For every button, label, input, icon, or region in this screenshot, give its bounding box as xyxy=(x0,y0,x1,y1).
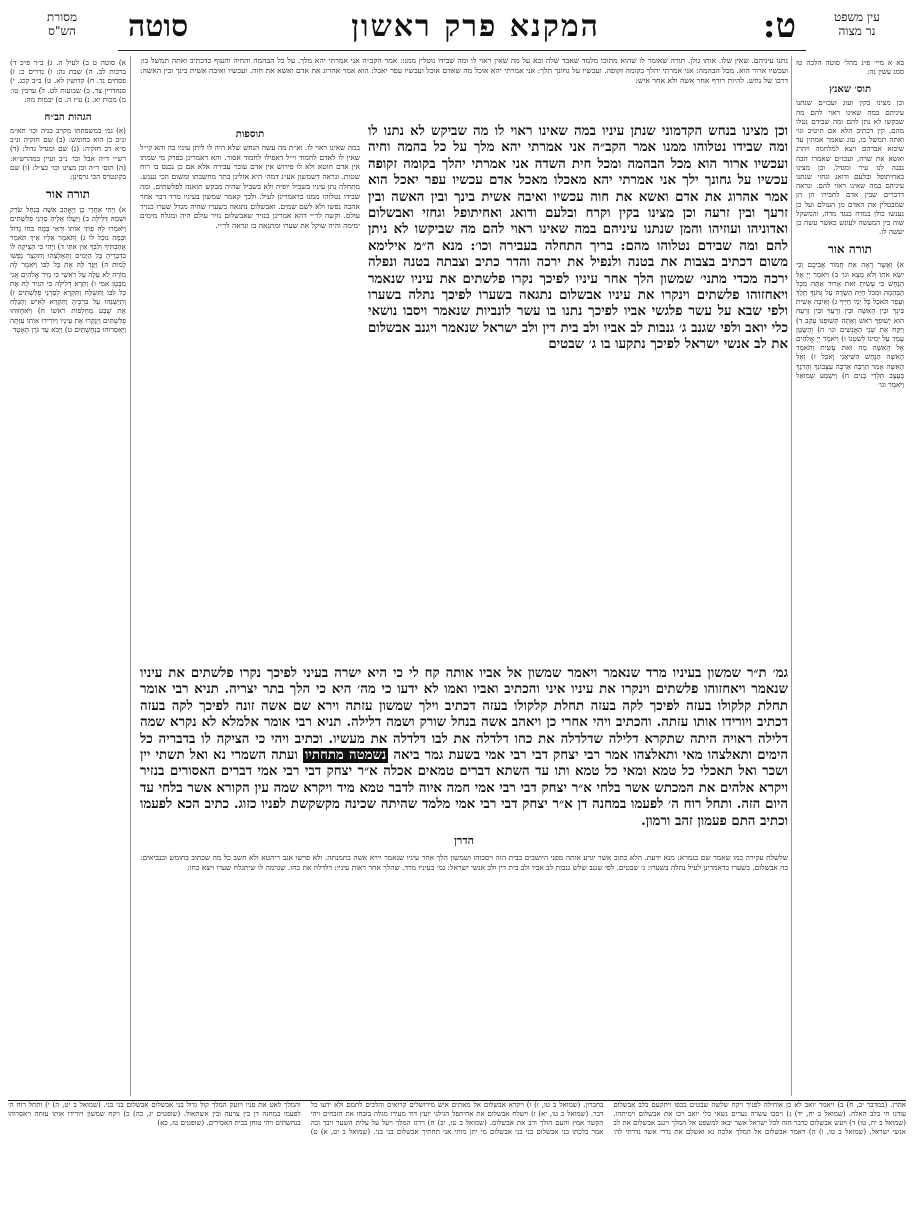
gemara-label: גמ׳ xyxy=(772,666,788,681)
tractate-title: סוטה xyxy=(128,8,189,44)
running-head xyxy=(8,4,906,56)
bottom-commentary: שלשלת עקירה כמו שאמר שם בגמרא: מנא ידעת. הלא כתוב אשר יגרע אותה מפני היושבים בבית הזה ויסבוהו ושמשון הלך אחר עיניו שנאמר וירא אשה בתמנתה. ולא פרשו אגב ריהטא ולא חשב כל מה שכתוב בחומש ובנביאים: בה אבשלום. בשערו כדאמרינן לעיל נתלה בשערו: ג׳ שבטים. לפי שגנב שלש גנבות לב אביו ולב בית דין ולב אנשי ישראל: גמ׳ בעיניו מרד. שהלך אחר ראות עיניו: דלדלה את כחו. שגרמה לו שיתגלח שערו ויצא כחו: xyxy=(140,853,788,872)
mishna-label: מתני׳ xyxy=(700,271,727,287)
torah-or-left-title: תורה אור xyxy=(45,187,91,202)
gemara-end-text: ועתה השמרי נא ואל תשתי יין ושכר ואל תאכלי כל טמא ומאי כל טמא ותו עד השתא דברים טמאים אכלה א״ר יצחק דבי רבי אמי דברים האסורים בנזיר ויקרא אלהים את המכתש אשר בלחי א״ר יצחק דבי רבי אמי חמה איוה לדבר טמא מיד ויקרא שמה עין הקורא אשר בלחי עד היום הזה. ותחל רוח ה׳ לפעמו במחנה דן א״ר יצחק דבי רבי אמי מלמד שהיתה שכינה מקשקשת לפניו כזוג. כתיב הכא לפעמו וכתיב התם פעמון זהב ורמון. xyxy=(140,748,788,829)
header-divider xyxy=(118,50,806,51)
right-margin-column xyxy=(791,56,908,1096)
hagahot-habach-text: (א) גמ׳ במשפחתו מקרב בניה וכו׳ תא״מ ונ״ב כן הוא בחומש: (ב) שם חזקיה ונ״ב ס״א רב חזקיה: (ג) שם ומגדל גדול: (ד) רש״י ד״ה אבל וכו׳ נ״ב ועיין במהרש״א: (ה) תוס׳ ד״ה וכן מצינו וכו׳ כצ״ל: (ו) שם בקונטרס הכי גרסינן: xyxy=(10,126,126,182)
tosafot-shantz-text: וכן מצינו בקין ועוג ועכו״ם שנתנו עיניהם במה שאינו ראוי להם מה שבקשו לא נתן להם ומה שבידם נטלו מהם. קין דכתיב הלא אם תיטיב וגו׳ ואתה תמשל בו, עוג שאמר אמתין עד שיבוא אברהם ויצא למלחמה ויהרג ואשא את שרה, ועכו״ם שאמרו הבה נבנה לנו עיר ומגדל. וכן מצינו באחיתופל ובלעם ודואג וגחזי שנתנו עיניהם במה שאינו ראוי להם. ונראה דדברים שבין אדם לחבירו הן הן שמבטלין את האדם מן העולם ועל כן נענשו כולן במדה כנגד מדה, והמשקל שוה בין המעשה לעונש כאשר עשה כן יעשה לו. xyxy=(796,98,904,237)
gemara-continuation xyxy=(140,666,788,830)
gemara-continuation-text: ת״ר שמשון בעיניו מרד שנאמר ויאמר שמשון אל אביו אותה קח לי כי היא ישרה בעיני לפיכך נקרו פלשתים את עיניו שנאמר ויאחזוהו פלשתים וינקרו את עיניו איני והכתיב ואביו ואמו לא ידעו כי מה׳ היא כי הלך בתר יצריה. תניא רבי אומר תחלת קלקולו בעזה לפיכך לקה בעזה תחלת קלקולו בעזה דכתיב וילך שמשון עזתה וירא שם אשה זונה לפיכך לקה בעזה דכתיב ויורידו אותו עזתה. והכתיב ויהי אחרי כן ויאהב אשה בנחל שורק ושמה דלילה. תניא רבי אומר אלמלא לא נקרא שמה דלילה ראויה היתה שתקרא דלילה שדלדלה את כחו דלדלה את לבו דלדלה את מעשיו. וכתיב ויהי כי הציקה לו בדבריה כל הימים ותאלצהו מאי ותאלצהו אמר רבי יצחק דבי רבי אמי בשעת גמר ביאה xyxy=(140,666,788,764)
chapter-title: המקנא פרק ראשון xyxy=(351,8,600,44)
ein-mishpat-label: עין משפט נר מצוה xyxy=(834,10,880,38)
ein-mishpat-text: בא א מיי׳ פ״ג מהל׳ סוטה הלכה טז סמג עשין נה: xyxy=(796,58,904,77)
torah-or-left-text: א) וַיְהִי אַחֲרֵי כֵן וַיֶּאֱהַב אִשָּׁה בְּנַחַל שֹׂרֵק וּשְׁמָהּ דְּלִילָה ב) וַיַּעֲלוּ אֵלֶיהָ סַרְנֵי פְלִשְׁתִּים וַיֹּאמְרוּ לָהּ פַּתִּי אוֹתוֹ וּרְאִי בַּמֶּה כֹּחוֹ גָדוֹל וּבַמֶּה נוּכַל לוֹ ג) וַתֹּאמֶר אֵלָיו אֵיךְ תֹּאמַר אֲהַבְתִּיךְ וְלִבְּךָ אֵין אִתִּי ד) וַיְהִי כִּי הֵצִיקָה לּוֹ בִדְבָרֶיהָ כָּל הַיָּמִים וַתְּאַלְצֵהוּ וַתִּקְצַר נַפְשׁוֹ לָמוּת ה) וַיַּגֶּד לָהּ אֶת כָּל לִבּוֹ וַיֹּאמֶר לָהּ מוֹרָה לֹא עָלָה עַל רֹאשִׁי כִּי נְזִיר אֱלֹהִים אֲנִי מִבֶּטֶן אִמִּי ו) וַתֵּרֶא דְלִילָה כִּי הִגִּיד לָהּ אֶת כָּל לִבּוֹ וַתִּשְׁלַח וַתִּקְרָא לְסַרְנֵי פְלִשְׁתִּים ז) וַתְּיַשְּׁנֵהוּ עַל בִּרְכֶּיהָ וַתִּקְרָא לָאִישׁ וַתְּגַלַּח אֶת שֶׁבַע מַחְלְפוֹת רֹאשׁוֹ ח) וַיֹּאחֲזוּהוּ פְלִשְׁתִּים וַיְנַקְּרוּ אֶת עֵינָיו וַיּוֹרִידוּ אוֹתוֹ עַזָּתָה וַיַּאַסְרוּהוּ בַּנְחֻשְׁתַּיִם ט) וַיָּבֹא עַד גֹּרֶן הָאָטָד xyxy=(10,205,126,334)
main-text-column xyxy=(140,56,788,1096)
tosafot-text: במה שאינו ראוי לו. וא״ת מה עשה הנחש שלא היה לו ליתן עיניו בה והא קי״ל שאין לו לאדם לחמוד וי״ל דאפילו לחמוד אסור. והא דאמרינן בפרק מי שמתו אין אדם חוטא ולא לו פירוש אין אדם עובר עבירה אלא אם כן נכנס בו רוח שטות. ונראה דשמשון אע״ג דמה׳ היא אזלינן בתר מחשבתו ומשום הכי נענש. מתחלה נתן עיניו בשביל יופיה ולא בשביל שהיה מבקש תואנה לפלשתים. ומה שבידו נטלוהו ממנו כדאמרינן לעיל. ולכך קאמר שמשון בעיניו מרד דבר אחר אהבה נפשו ולא לשם שמים. ואבשלום נתגאה בשערו שהיה מגדל שערו כנזיר עולם. וקשה לר״י דהא אמרינן בנזיר שאבשלום נזיר עולם היה ומגלח מימים ימימה והיה שוקל את שערו ומתגאה בו ונראה לר״י. xyxy=(140,142,360,231)
daf-number: ט: xyxy=(762,6,796,46)
gemara-opening: וכן מצינו בנחש הקדמוני שנתן עיניו במה שאינו ראוי לו מה שביקש לא נתנו לו ומה שבידו נטלוהו ממנו אמר הקב״ה אני אמרתי יהא מלך על כל בהמה וחיה ועכשיו ארור הוא מכל הבהמה ומכל חית השדה אני אמרתי יהלך בקומה זקופה עכשיו על גחונך ילך אני אמרתי יהא מאכלו מאכל אדם עכשיו עפר יאכל הוא אמר אהרוג את אדם ואשא את חוה עכשיו ואיבה אשית בינך ובין האשה ובין זרעך ובין זרעה וכן מצינו בקין וקרח ובלעם ודואג ואחיתופל וגחזי ואבשלום ואדוניהו ועוזיהו והמן שנתנו עיניהם במה שאינו ראוי להם מה שביקשו לא ניתן להם ומה שבידם נטלוהו מהם: בריך התחלה בעבירה וכו׳: מנא ה״מ אילימא משום דכתיב בצבות את בטנה ולנפיל את ירכה והדר כתיב וצבתה בטנה ונפלה ירכה מכדי xyxy=(368,124,788,287)
masoret-hashas-text: א) סוטה ט ב) לעיל ה. ג) ב״ר פ״כ ד) ברכות לב. ה) שבת נה: ו) נדרים כ: ז) פסחים נד. ח) קדושין לא. ט) ב״ב קכג. י) סנהדרין צד. כ) שבועות לט. ל) ערכין טו: מ) מכות יא. נ) ע״ז ה. ס) יבמות מה: xyxy=(10,58,126,104)
page-title-bar xyxy=(128,6,796,46)
left-margin-column xyxy=(6,56,131,1096)
torah-or-right-text: א) וַאֲשֶׁר רָאָה אֵת חֲמוֹר אֲבִיכֶם וְכִי יִשָּׂא אֹתוֹ וְלֹא מָצָא וגו׳ ב) וַיֹּאמֶר יְיָ אֶל הַנָּחָשׁ כִּי עָשִׂיתָ זֹּאת אָרוּר אַתָּה מִכָּל הַבְּהֵמָה וּמִכֹּל חַיַּת הַשָּׂדֶה עַל גְּחֹנְךָ תֵלֵךְ וְעָפָר תֹּאכַל כָּל יְמֵי חַיֶּיךָ ג) וְאֵיבָה אָשִׁית בֵּינְךָ וּבֵין הָאִשָּׁה וּבֵין זַרְעֲךָ וּבֵין זַרְעָהּ הוּא יְשׁוּפְךָ רֹאשׁ וְאַתָּה תְּשׁוּפֶנּוּ עָקֵב ד) וַיִּקַּח אֶת שְׁנֵי הָאֲנָשִׁים וגו׳ ה) וְהַשָּׂטָן עָמַד עַל יְמִינוֹ לְשִׂטְנוֹ ו) וַיֹּאמֶר יְיָ אֱלֹהִים אֶל הָאִשָּׁה מַה זֹּאת עָשִׂית וַתֹּאמֶר הָאִשָּׁה הַנָּחָשׁ הִשִּׁיאַנִי וָאֹכֵל ז) וְאֶל הָאִשָּׁה אָמַר הַרְבָּה אַרְבֶּה עִצְּבוֹנֵךְ וְהֵרֹנֵךְ בְּעֶצֶב תֵּלְדִי בָנִים ח) וַיִּשְׁמַע שְׁמוּאֵל וַיֹּאמֶר וגו׳ xyxy=(796,260,904,390)
hadran: הדרן xyxy=(454,834,474,848)
gemara-and-tosafot xyxy=(140,124,788,664)
hagahot-habach-title: הגהות הב״ח xyxy=(44,112,92,124)
tosafot-commentary xyxy=(140,124,360,664)
tosafot-title: תוספות xyxy=(235,129,265,140)
footer-verses: אהרן. (במדבר יב, ח) ב) ויאמר יואב לא כן אוחילה לפניך ויקח שלשה שבטים בכפו ויתקעם בלב אבשלום עודנו חי בלב האלה. (שמואל ב יח, יד) ג) ויסבו עשרה נערים נשאי כלי יואב ויכו את אבשלום וימיתהו. (שמואל ב יח, טו) ד) ויעש אבשלום כדבר הזה לכל ישראל אשר יבאו למשפט אל המלך ויגנב אבשלום את לב אנשי ישראל. (שמואל ב טו, ו) ה) ויאמר אבשלום אל המלך אלכה נא ואשלם את נדרי אשר נדרתי לה׳ בחברון. (שמואל ב טו, ז) ו) ויקרא אבשלום אל מאתים איש מירושלים קרואים והלכים לתמם ולא ידעו כל דבר. (שמואל ב טו, יא) ז) וישלח אבשלום את אחיתפל הגילני יועץ דוד מעירו מגלה בזבחו את הזבחים ויהי הקשר אמץ והעם הולך ורב את אבשלום. (שמואל ב טו, יב) ח) וירגז המלך ויעל על עלית השער ויבך וכה אמר בלכתו בני אבשלום בני בני אבשלום מי יתן מותי אני תחתיך אבשלום בני בני. (שמואל ב יט, א) ט) והמלך לאט את פניו ויזעק המלך קול גדול בני אבשלום אבשלום בני בני. (שמואל ב יט, ה) י) ותחל רוח ה׳ לפעמו במחנה דן בין צרעה ובין אשתאול. (שופטים יג, כה) כ) ויקח שמשון ויורידו אותו עזתה ויאסרוהו בנחשתים ויהי טוחן בבית האסירים. (שופטים טז, כא) xyxy=(8,1100,906,1207)
masoret-hashas-label: מסורת הש"ס xyxy=(46,10,78,38)
highlighted-phrase: נשמטה מתחתיו xyxy=(304,748,387,764)
torah-or-right-title: תורה אור xyxy=(827,242,873,257)
mishna-text: שמשון הלך אחר עיניו לפיכך נקרו פלשתים את עיניו שנאמר ויאחזוהו פלשתים וינקרו את עיניו אבשלום נתגאה בשערו לפיכך נתלה בשערו ולפי שבא על עשר פלגשי אביו לפיכך נתנו בו עשר לונביות שנאמר ויסבו נושאי כלי יואב ולפי שגנב ג׳ גנבות לב אביו ולב בית דין ולב ישראל שנאמר ויגנב אבשלום את לב אנשי ישראל לפיכך נתקעו בו ג׳ שבטים xyxy=(368,271,788,353)
rashi-top-commentary: נתנו עיניהם. שאין שלו. אותו גולן. תורה שאומר לו שהוא מתוכו מלמד שאבד שלה ובא על מה שאין ראוי לו ומה שבידו נוטלין ממנו: אמר הקב״ה אני אמרתי יהא מלך. על כל הבהמה והחיה והעוף כדכתיב ואתה תמשל בו: ועכשיו ארור הוא. מכל הבהמה: אני אמרתי יהלך בקומה זקופה. ועכשיו על גחונך תלך: אני אמרתי יהא אוכל מה שאדם אוכל ועכשיו עפר יאכל: הוא אמר אהרוג את אדם ואשא את חוה. ועכשיו ואיבה אשית בינך ובין האשה: דרכו של נחש. להיות רודף אחר אשה ולא אחר איש: xyxy=(140,56,788,85)
gemara-block xyxy=(368,124,788,664)
tosafot-shantz-title: תוס׳ שאנץ xyxy=(828,84,872,96)
